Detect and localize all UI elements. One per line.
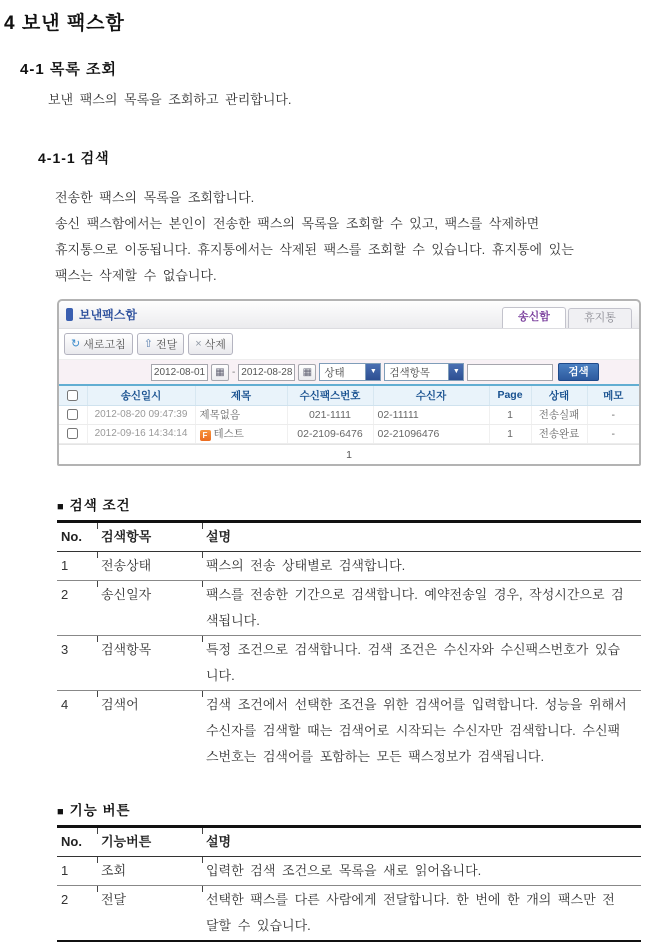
doc-table-header-row [57,521,641,551]
paragraph-line: 송신 팩스함에서는 본인이 전송한 팩스의 목록을 조회할 수 있고, 팩스를 삭제하면 [55,216,540,231]
calendar-icon[interactable]: ▦ [298,364,316,381]
fax-toolbar [59,329,639,359]
column-header-receiver: 수신자 [373,385,489,405]
fax-status: 전송실패 [531,405,587,424]
tab-sent-box[interactable]: 송신함 [502,307,566,328]
search-conditions-heading-text: 검색 조건 [69,497,131,513]
delete-icon: × [195,337,202,350]
fax-number: 021-1111 [287,405,373,424]
chevron-down-icon: ▼ [448,364,463,380]
section-title: 4-1 목록 조회 [20,61,117,78]
row-desc: 입력한 검색 조건으로 목록을 새로 읽어옵니다. [202,856,641,885]
fax-title-text: 테스트 [213,428,244,440]
fax-table-header-row [59,385,639,405]
square-bullet-icon: ■ [57,805,65,818]
fax-row[interactable] [59,405,639,424]
fax-page-count: 1 [489,405,531,424]
row-item: 송신일자 [97,580,202,635]
fax-app-panel [57,299,641,466]
fax-memo: - [587,405,639,424]
date-range-separator: - [232,366,236,378]
fax-document-icon: F [200,430,211,441]
fax-app-header [59,301,639,329]
fax-number: 02-2109-6476 [287,424,373,443]
fax-receiver: 02-11111 [373,405,489,424]
keyword-input[interactable] [467,364,553,381]
column-header-desc: 설명 [202,521,641,551]
fax-status: 전송완료 [531,424,587,443]
column-header-item: 검색항목 [97,521,202,551]
search-conditions-heading [57,494,650,514]
row-item: 검색어 [97,690,202,771]
pagination-page-1[interactable]: 1 [59,444,639,464]
subsection-paragraph [55,185,650,289]
chevron-down-icon: ▼ [365,364,380,380]
fax-receiver: 02-21096476 [373,424,489,443]
select-all-cell [59,385,87,405]
search-filter-bar [59,359,639,384]
table-row [57,580,641,635]
table-row [57,551,641,580]
fax-list-table [59,384,639,444]
date-to-input[interactable] [238,364,295,381]
fax-app-title: 보낸팩스함 [79,308,137,322]
chapter-title: 4 보낸 팩스함 [4,13,125,34]
row-no: 3 [57,635,97,690]
square-bullet-icon: ■ [57,500,65,513]
search-field-select-value: 검색항목 [389,366,430,379]
row-item: 전송상태 [97,551,202,580]
row-no: 1 [57,551,97,580]
search-field-select[interactable] [384,363,464,381]
delete-button-label: 삭제 [204,339,226,351]
function-buttons-heading-text: 기능 버튼 [69,802,131,818]
refresh-icon: ↻ [71,337,81,350]
forward-button[interactable] [137,333,184,355]
forward-button-label: 전달 [155,339,178,351]
column-header-desc: 설명 [202,826,641,856]
row-desc: 팩스를 전송한 기간으로 검색합니다. 예약전송일 경우, 작성시간으로 검색됩니다. [202,580,641,635]
column-header-item: 기능버튼 [97,826,202,856]
refresh-button[interactable] [64,333,133,355]
column-header-status: 상태 [531,385,587,405]
doc-table-header-row [57,826,641,856]
row-checkbox-cell [59,405,87,424]
column-header-memo: 메모 [587,385,639,405]
fax-page-count: 1 [489,424,531,443]
row-no: 4 [61,696,69,712]
table-row [57,690,641,771]
row-no: 1 [57,856,97,885]
fax-datetime: 2012-09-16 14:34:14 [87,424,195,443]
row-item: 조회 [97,856,202,885]
row-checkbox[interactable] [67,409,78,420]
fax-memo: - [587,424,639,443]
paragraph-line: 휴지통으로 이동됩니다. 휴지통에서는 삭제된 팩스를 조회할 수 있습니다. 휴지통에 있는 [55,242,574,257]
paragraph-line: 팩스는 삭제할 수 없습니다. [55,268,217,283]
function-buttons-table [57,825,641,942]
status-select[interactable] [319,363,381,381]
row-no: 2 [61,891,69,907]
column-header-title: 제목 [195,385,287,405]
column-header-no: No. [57,521,97,551]
table-row [57,856,641,885]
select-all-checkbox[interactable] [67,390,78,401]
fax-datetime: 2012-08-20 09:47:39 [87,405,195,424]
mailbox-tabs [500,301,632,328]
row-no: 2 [57,580,97,635]
subsection-title: 4-1-1 검색 [38,150,110,166]
fax-title[interactable]: 제목없음 [195,405,287,424]
delete-button[interactable] [188,333,233,355]
status-select-value: 상태 [324,366,345,379]
fax-title[interactable] [195,424,287,443]
row-desc: 특정 조건으로 검색합니다. 검색 조건은 수신자와 수신팩스번호가 있습니다. [202,635,641,690]
row-checkbox[interactable] [67,428,78,439]
function-buttons-heading [57,799,650,819]
row-item: 검색항목 [97,635,202,690]
row-desc: 선택한 팩스를 다른 사람에게 전달합니다. 한 번에 한 개의 팩스만 전달할 수 있습니다. [202,885,641,941]
row-desc: 팩스의 전송 상태별로 검색합니다. [202,551,641,580]
row-desc: 검색 조건에서 선택한 조건을 위한 검색어를 입력합니다. 성능을 위해서 수신자를 검색할 때는 검색어로 시작되는 수신자만 검색합니다. 수신팩스번호는 검색어를 포함하는 모든 팩스정보가 검색됩니다. [202,690,641,771]
calendar-icon[interactable]: ▦ [211,364,229,381]
paragraph-line: 전송한 팩스의 목록을 조회합니다. [55,190,255,205]
tab-trash[interactable]: 휴지통 [568,308,632,328]
refresh-button-label: 새로고침 [83,339,126,351]
column-header-fax-number: 수신팩스번호 [287,385,373,405]
column-header-page: Page [489,385,531,405]
column-header-no: No. [57,826,97,856]
fax-row[interactable] [59,424,639,443]
section-description: 보낸 팩스의 목록을 조회하고 관리합니다. [48,92,292,107]
search-conditions-table [57,520,641,771]
column-header-datetime: 송신일시 [87,385,195,405]
date-from-input[interactable] [151,364,208,381]
title-bar-icon [66,308,73,321]
search-button[interactable]: 검색 [558,363,598,381]
row-item: 전달 [97,885,202,941]
row-checkbox-cell [59,424,87,443]
table-row [57,635,641,690]
forward-icon: ⇧ [143,337,153,350]
